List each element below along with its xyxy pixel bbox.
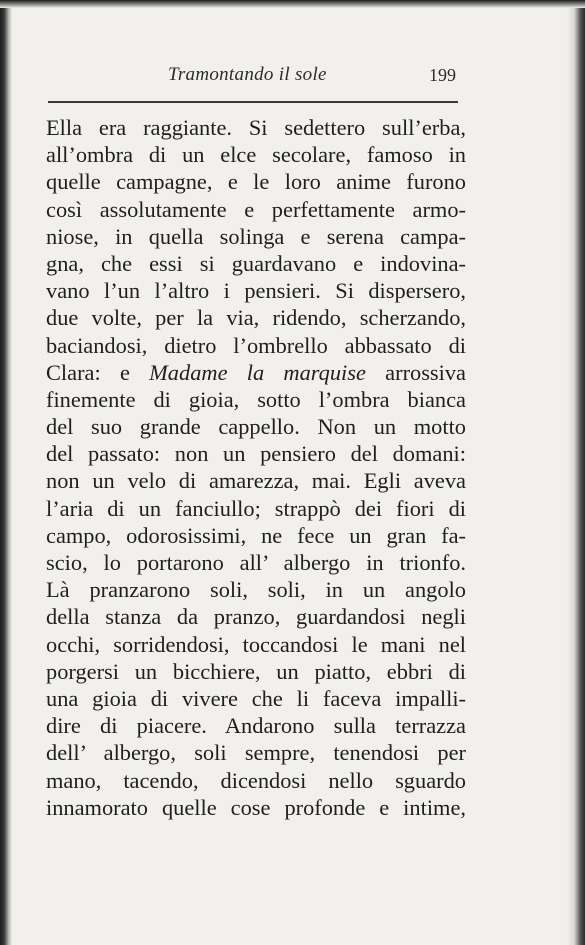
text-line: non un velo di amarezza, mai. Egli aveva bbox=[46, 468, 466, 494]
page-top-shadow bbox=[0, 0, 585, 8]
text-line: mano, tacendo, dicendosi nello sguardo bbox=[46, 767, 466, 793]
text-line: del passato: non un pensiero del domani: bbox=[46, 441, 466, 467]
text-line: l’aria di un fanciullo; strappò dei fiori di bbox=[46, 495, 466, 521]
page-number: 199 bbox=[429, 65, 456, 85]
italic-phrase: Madame la marquise bbox=[149, 359, 366, 385]
text-line: porgersi un bicchiere, un piatto, ebbri di bbox=[46, 658, 466, 684]
header-rule bbox=[48, 101, 458, 103]
text-line: baciandosi, dietro l’ombrello abbassato di bbox=[46, 332, 466, 358]
text-line: così assolutamente e perfettamente armo- bbox=[46, 196, 466, 222]
text-line: della stanza da pranzo, guardandosi negli bbox=[46, 604, 466, 630]
text-line: campo, odorosissimi, ne fece un gran fa- bbox=[46, 522, 466, 548]
text-line: niose, in quella solinga e serena campa- bbox=[46, 223, 466, 249]
text-line: due volte, per la via, ridendo, scherzando, bbox=[46, 305, 466, 331]
text-line: dell’ albergo, soli sempre, tenendosi per bbox=[46, 740, 466, 766]
text-line: vano l’un l’altro i pensieri. Si dispersero, bbox=[46, 278, 466, 304]
page-right-shadow bbox=[567, 0, 585, 945]
text-line: finemente di gioia, sotto l’ombra bianca bbox=[46, 386, 466, 412]
text-line: Ella era raggiante. Si sedettero sull’erba, bbox=[46, 115, 466, 140]
text-line: all’ombra di un elce secolare, famoso in bbox=[46, 142, 466, 168]
page-header bbox=[48, 62, 462, 92]
running-title: Tramontando il sole bbox=[168, 64, 327, 85]
text-line: del suo grande cappello. Non un motto bbox=[46, 414, 466, 440]
text-line: Là pranzarono soli, soli, in un angolo bbox=[46, 577, 466, 603]
text-line: una gioia di vivere che li faceva impalli- bbox=[46, 685, 466, 711]
text-line: quelle campagne, e le loro anime furono bbox=[46, 169, 466, 195]
text-line: occhi, sorridendosi, toccandosi le mani nel bbox=[46, 631, 466, 657]
text-segment: arrossiva bbox=[385, 359, 466, 385]
text-line: gna, che essi si guardavano e indovina- bbox=[46, 250, 466, 276]
body-text bbox=[46, 114, 466, 821]
text-line: dire di piacere. Andarono sulla terrazza bbox=[46, 713, 466, 739]
page-left-shadow bbox=[0, 0, 12, 945]
text-line: innamorato quelle cose profonde e intime, bbox=[46, 794, 466, 820]
text-segment: Clara: e bbox=[46, 359, 130, 385]
text-line: scio, lo portarono all’ albergo in trionfo. bbox=[46, 550, 466, 575]
text-line-with-italic bbox=[46, 359, 466, 386]
